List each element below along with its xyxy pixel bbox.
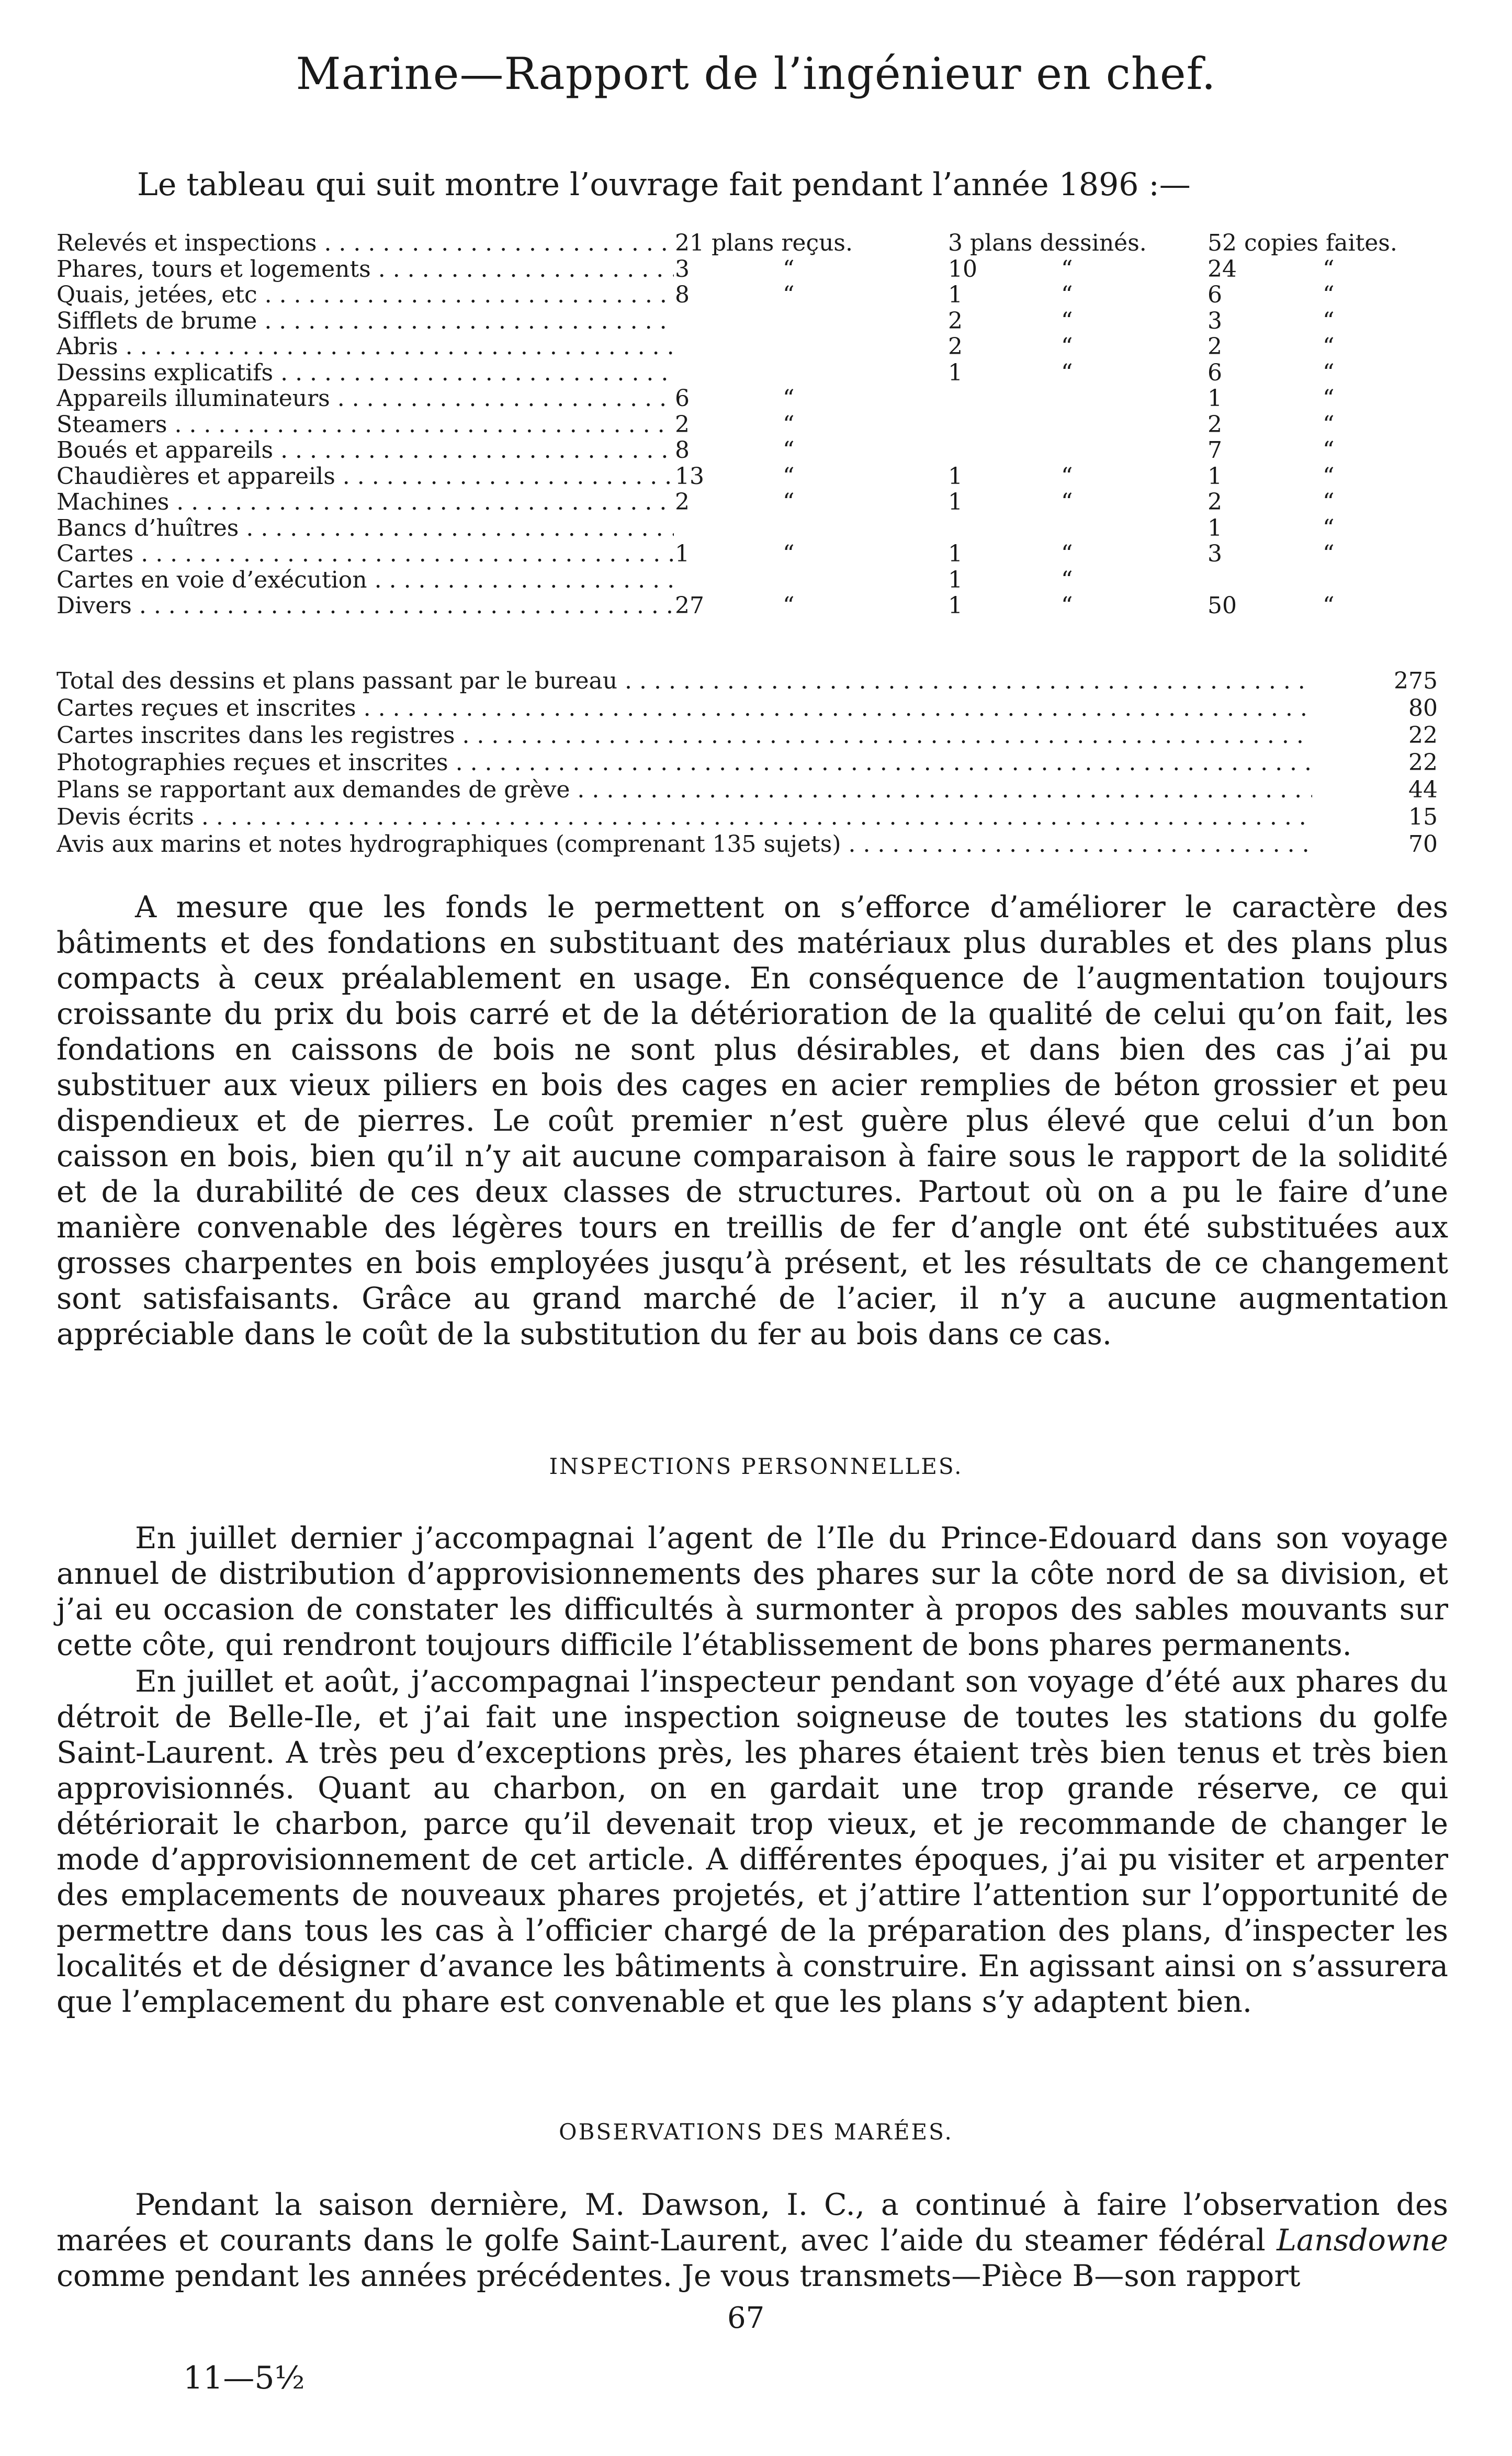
row-value: 275 (1394, 668, 1438, 694)
table-row (57, 360, 1448, 386)
row-value: 15 (1408, 804, 1438, 830)
ditto-mark: “ (783, 281, 795, 308)
ditto-mark: “ (1061, 307, 1073, 334)
plans-drawn-value: 1 (948, 489, 963, 515)
row-label: Boués et appareils . . . (57, 437, 674, 464)
ditto-mark: “ (1323, 411, 1335, 438)
row-label: Photographies reçues et inscrites . . . (57, 749, 1312, 776)
plans-received-header: 21 plans reçus. (675, 230, 853, 256)
plans-received-value: 2 (675, 411, 690, 438)
row-label: Relevés et inspections . . . (57, 230, 674, 256)
ditto-mark: “ (783, 437, 795, 464)
copies-made-value: 2 (1208, 489, 1222, 515)
row-label: Devis écrits . . . (57, 804, 1312, 831)
ditto-mark: “ (1323, 281, 1335, 308)
ditto-mark: “ (1323, 463, 1335, 490)
copies-made-value: 6 (1208, 359, 1222, 386)
table-row (57, 695, 1438, 722)
copies-made-value: 24 (1208, 255, 1237, 283)
ditto-mark: “ (1323, 514, 1335, 542)
row-label: Phares, tours et logements . . . (57, 256, 674, 283)
plans-drawn-value: 1 (948, 540, 963, 567)
ditto-mark: “ (1061, 463, 1073, 490)
table-row (57, 282, 1448, 308)
table-row (57, 230, 1448, 256)
ditto-mark: “ (1061, 489, 1073, 515)
ditto-mark: “ (1323, 385, 1335, 412)
plans-received-value: 6 (675, 385, 690, 412)
copies-made-value: 2 (1208, 411, 1222, 438)
page-title: Marine—Rapport de l’ingénieur en chef. (296, 48, 1216, 99)
table-row (57, 437, 1448, 464)
ditto-mark: “ (783, 540, 795, 567)
copies-made-value: 6 (1208, 281, 1222, 308)
plans-received-value: 3 (675, 255, 690, 283)
row-label: Avis aux marins et notes hydrographiques (comprenant 135 sujets) . . . (57, 831, 1312, 858)
plans-drawn-header: 3 plans dessinés. (948, 230, 1147, 256)
table-row (57, 464, 1448, 490)
plans-drawn-value: 1 (948, 463, 963, 490)
row-label: Quais, jetées, etc . . . (57, 282, 674, 308)
table-row (57, 489, 1448, 515)
row-value: 70 (1408, 831, 1438, 858)
row-value: 44 (1408, 776, 1438, 803)
ditto-mark: “ (1061, 281, 1073, 308)
row-value: 80 (1408, 695, 1438, 722)
copies-made-value: 3 (1208, 540, 1222, 567)
ship-name: Lansdowne (1277, 2223, 1448, 2258)
paragraph-belle-ile: En juillet et août, j’accompagnai l’inspecteur pendant son voyage d’été aux phares du détroit de Belle-Ile, et j’ai fait une inspection soigneuse de toutes les stations du golfe Saint-Laurent. A très peu d’exceptions près, les phares étaient très bien tenus et très bien approvisionnés. Quant au charbon, on en gardait une trop grande réserve, ce qui détériorait le charbon, parce qu’il devenait trop vieux, et je recommande de changer le mode d’approvisionnement de cet article. A différentes époques, j’ai pu visiter et arpenter des emplacements de nouveaux phares projetés, et j’attire l’attention sur l’opportunité de permettre dans tous les cas à l’officier chargé de la préparation des plans, d’inspecter les localités et de désigner d’avance les bâtiments à construire. En agissant ainsi on s’assurera que l’emplacement du phare est convenable et que les plans s’y adaptent bien. (57, 1664, 1448, 2019)
intro-text: Le tableau qui suit montre l’ouvrage fait pendant l’année 1896 :— (137, 166, 1191, 203)
ditto-mark: “ (783, 489, 795, 515)
ditto-mark: “ (1323, 359, 1335, 386)
ditto-mark: “ (1323, 307, 1335, 334)
plans-drawn-value: 1 (948, 359, 963, 386)
ditto-mark: “ (783, 592, 795, 619)
row-value: 22 (1408, 722, 1438, 749)
table-row (57, 593, 1448, 619)
table-row (57, 515, 1448, 542)
ditto-mark: “ (1061, 566, 1073, 593)
section-heading-tides: OBSERVATIONS DES MARÉES. (559, 2119, 953, 2145)
ditto-mark: “ (1323, 592, 1335, 619)
work-table (57, 230, 1448, 619)
ditto-mark: “ (1061, 540, 1073, 567)
page-number: 67 (727, 2301, 765, 2335)
table-row (57, 256, 1448, 283)
plans-received-value: 8 (675, 281, 690, 308)
table-row (57, 722, 1438, 749)
ditto-mark: “ (783, 463, 795, 490)
totals-table (57, 668, 1438, 858)
copies-made-value: 2 (1208, 333, 1222, 360)
row-label: Total des dessins et plans passant par le bureau . . . (57, 668, 1312, 695)
row-label: Cartes en voie d’exécution . . . (57, 567, 674, 593)
row-value: 22 (1408, 749, 1438, 776)
section-heading-inspections: INSPECTIONS PERSONNELLES. (549, 1454, 963, 1479)
plans-received-value: 27 (675, 592, 704, 619)
plans-received-value: 2 (675, 489, 690, 515)
paragraph-tide-observations: Pendant la saison dernière, M. Dawson, I. C., a continué à faire l’observation des marées et courants dans le golfe Saint-Laurent, avec l’aide du steamer fédéral Lansdowne comme pendant les années précédentes. Je vous transmets—Pièce B—son rapport (57, 2188, 1448, 2293)
plans-received-value: 13 (675, 463, 704, 490)
row-label: Steamers . . . (57, 412, 674, 438)
ditto-mark: “ (1323, 489, 1335, 515)
copies-made-value: 3 (1208, 307, 1222, 334)
plans-drawn-value: 1 (948, 566, 963, 593)
table-row (57, 567, 1448, 593)
row-label: Divers . . . (57, 593, 674, 619)
table-row (57, 831, 1438, 858)
table-row (57, 308, 1448, 334)
ditto-mark: “ (783, 255, 795, 283)
ditto-mark: “ (1323, 333, 1335, 360)
plans-received-value: 1 (675, 540, 690, 567)
copies-made-value: 1 (1208, 463, 1222, 490)
table-row (57, 668, 1438, 695)
copies-made-value: 1 (1208, 385, 1222, 412)
copies-made-value: 50 (1208, 592, 1237, 619)
table-row (57, 776, 1438, 804)
row-label: Dessins explicatifs . . . (57, 360, 674, 386)
plans-received-value: 8 (675, 437, 690, 464)
paragraph-materials: A mesure que les fonds le permettent on s’efforce d’améliorer le caractère des bâtiments et des fondations en substituant des matériaux plus durables et des plans plus compacts à ceux préalablement en usage. En conséquence de l’augmentation toujours croissante du prix du bois carré et de la détérioration de la qualité de celui qu’on fait, les fondations en caissons de bois ne sont plus désirables, et dans bien des cas j’ai pu substituer aux vieux piliers en bois des cages en acier remplies de béton grossier et peu dispendieux et de pierres. Le coût premier n’est guère plus élevé que celui d’un bon caisson en bois, bien qu’il n’y ait aucune comparaison à faire sous le rapport de la solidité et de la durabilité de ces deux classes de structures. Partout où on a pu le faire d’une manière convenable des légères tours en treillis de fer d’angle ont été substituées aux grosses charpentes en bois employées jusqu’à présent, et les résultats de ce changement sont satisfaisants. Grâce au grand marché de l’acier, il n’y a aucune augmentation appréciable dans le coût de la substitution du fer au bois dans ce cas. (57, 890, 1448, 1351)
ditto-mark: “ (1323, 437, 1335, 464)
row-label: Cartes . . . (57, 541, 674, 567)
table-row (57, 541, 1448, 567)
copies-made-value: 1 (1208, 514, 1222, 542)
plans-drawn-value: 2 (948, 307, 963, 334)
ditto-mark: “ (783, 385, 795, 412)
copies-made-value: 7 (1208, 437, 1222, 464)
ditto-mark: “ (783, 411, 795, 438)
signature-mark: 11—5½ (183, 2360, 305, 2396)
row-label: Machines . . . (57, 489, 674, 515)
row-label: Abris . . . (57, 334, 674, 360)
plans-drawn-value: 1 (948, 592, 963, 619)
plans-drawn-value: 2 (948, 333, 963, 360)
row-label: Bancs d’huîtres . . . (57, 515, 674, 542)
ditto-mark: “ (1323, 255, 1335, 283)
ditto-mark: “ (1061, 333, 1073, 360)
table-row (57, 386, 1448, 412)
ditto-mark: “ (1061, 359, 1073, 386)
row-label: Cartes inscrites dans les registres . . . (57, 722, 1312, 749)
row-label: Appareils illuminateurs . . . (57, 386, 674, 412)
ditto-mark: “ (1061, 592, 1073, 619)
plans-drawn-value: 10 (948, 255, 977, 283)
table-row (57, 804, 1438, 831)
ditto-mark: “ (1323, 540, 1335, 567)
plans-drawn-value: 1 (948, 281, 963, 308)
table-row (57, 749, 1438, 776)
copies-made-header: 52 copies faites. (1208, 230, 1397, 256)
table-row (57, 334, 1448, 360)
ditto-mark: “ (1061, 255, 1073, 283)
row-label: Sifflets de brume . . . (57, 308, 674, 334)
table-row (57, 412, 1448, 438)
paragraph-pei-voyage: En juillet dernier j’accompagnai l’agent de l’Ile du Prince-Edouard dans son voyage annuel de distribution d’approvisionnements des phares sur la côte nord de sa division, et j’ai eu occasion de constater les difficultés à surmonter à propos des sables mouvants sur cette côte, qui rendront toujours difficile l’établissement de bons phares permanents. (57, 1521, 1448, 1662)
row-label: Cartes reçues et inscrites . . . (57, 695, 1312, 722)
row-label: Chaudières et appareils . . . (57, 464, 674, 490)
row-label: Plans se rapportant aux demandes de grève . . . (57, 776, 1312, 804)
